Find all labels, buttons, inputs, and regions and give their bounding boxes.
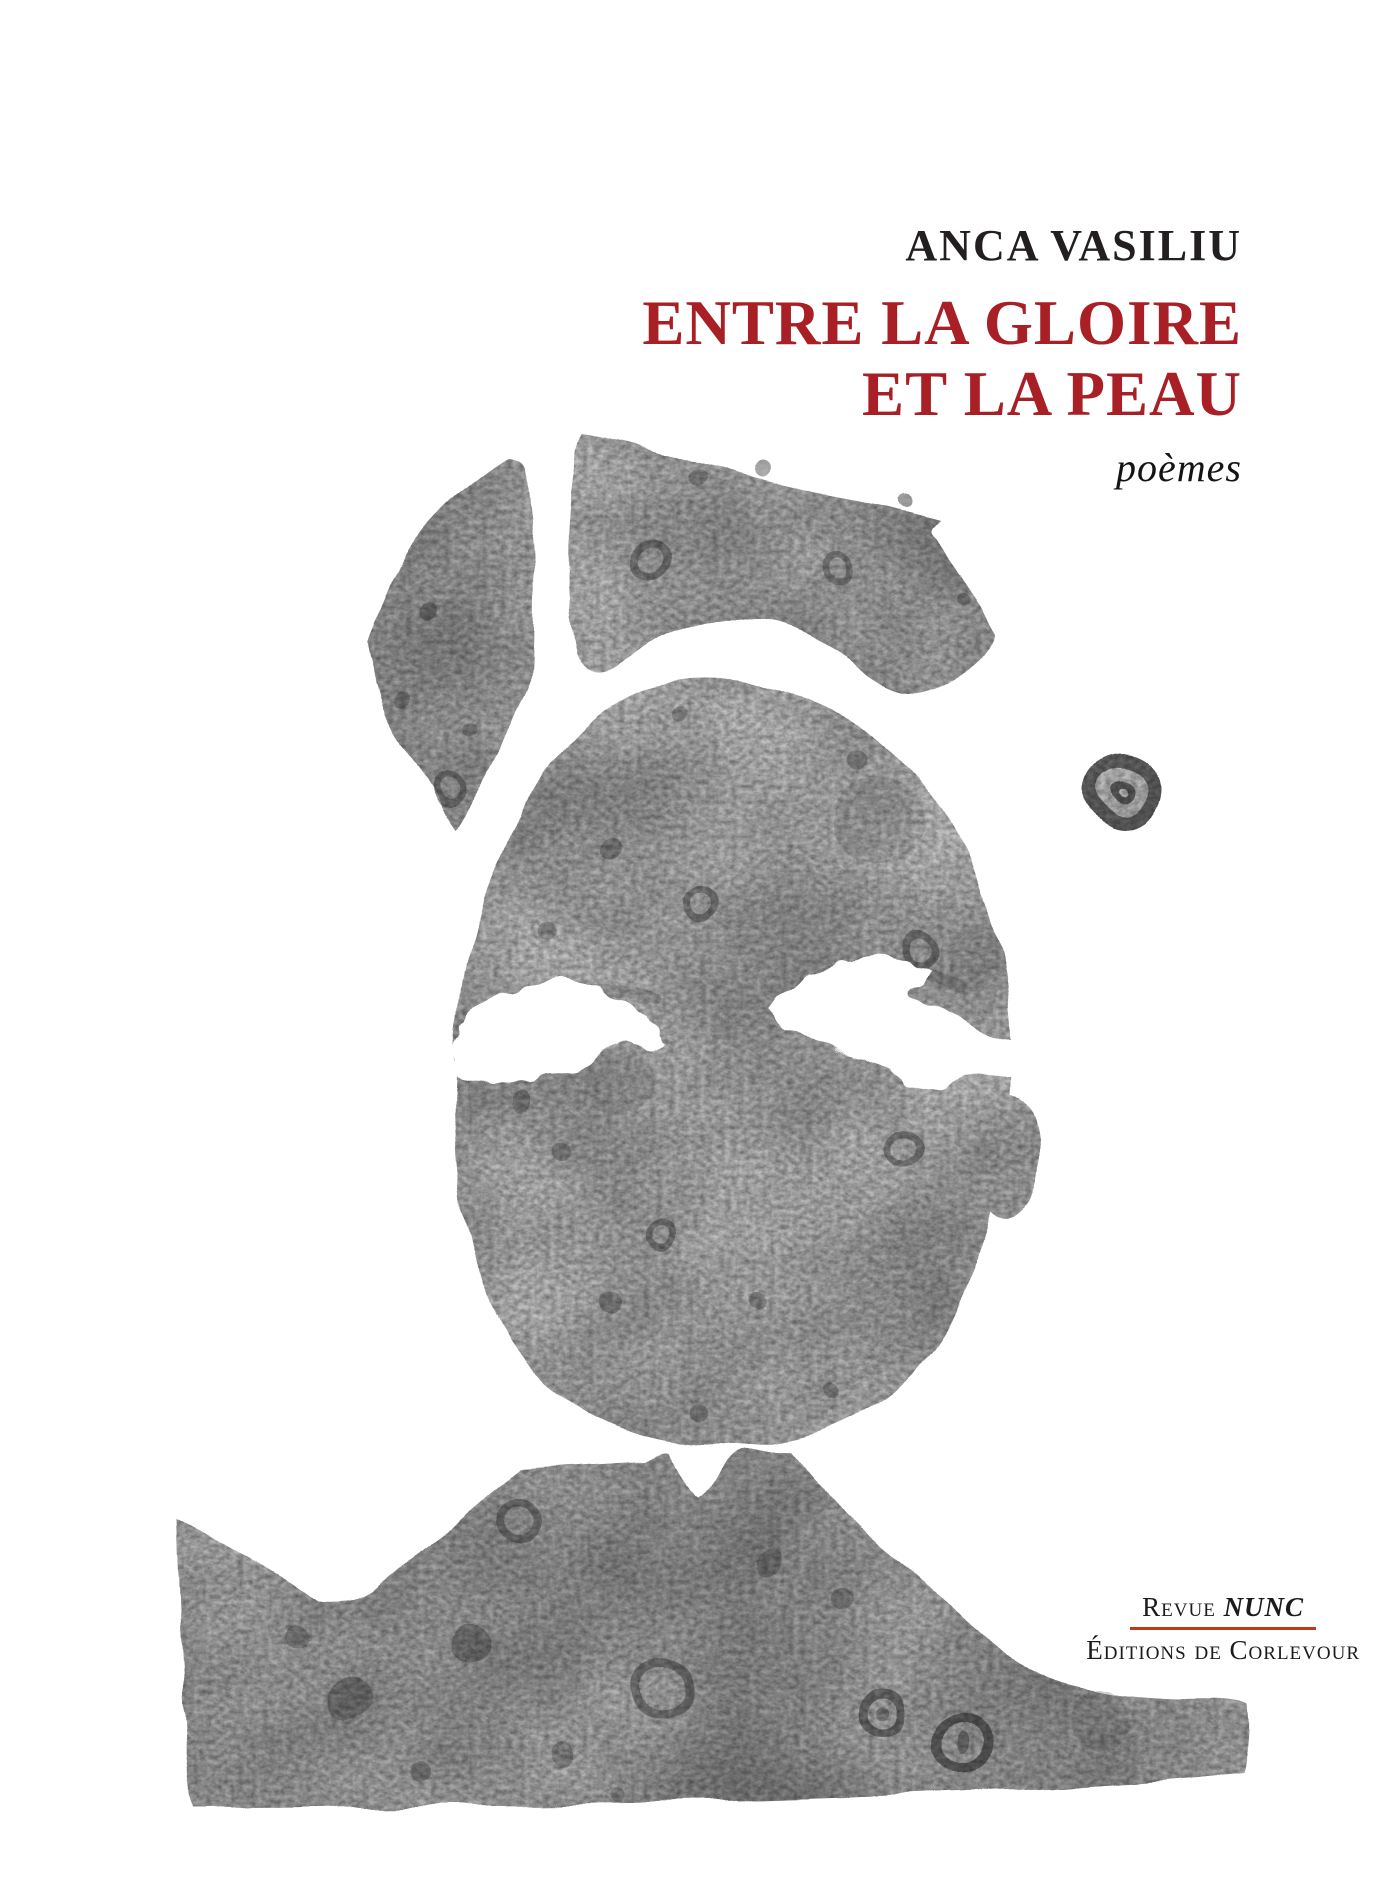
ringed-dot [1085,752,1161,828]
revue-name: NUNC [1223,1592,1305,1622]
revue-nunc-line [1086,1592,1360,1623]
title-line-2: ET LA PEAU [862,359,1242,429]
author-name: ANCA VASILIU [905,221,1242,270]
title-block [642,221,1242,491]
ear-shape [976,1093,1040,1217]
editions-line: Éditions de Corlevour [1086,1635,1360,1665]
revue-underline [1130,1627,1316,1630]
title-line-1: ENTRE LA GLOIRE [642,288,1242,358]
revue-label: Revue [1142,1592,1216,1622]
subtitle-poemes: poèmes [1116,445,1242,490]
publisher-block [1086,1592,1360,1666]
